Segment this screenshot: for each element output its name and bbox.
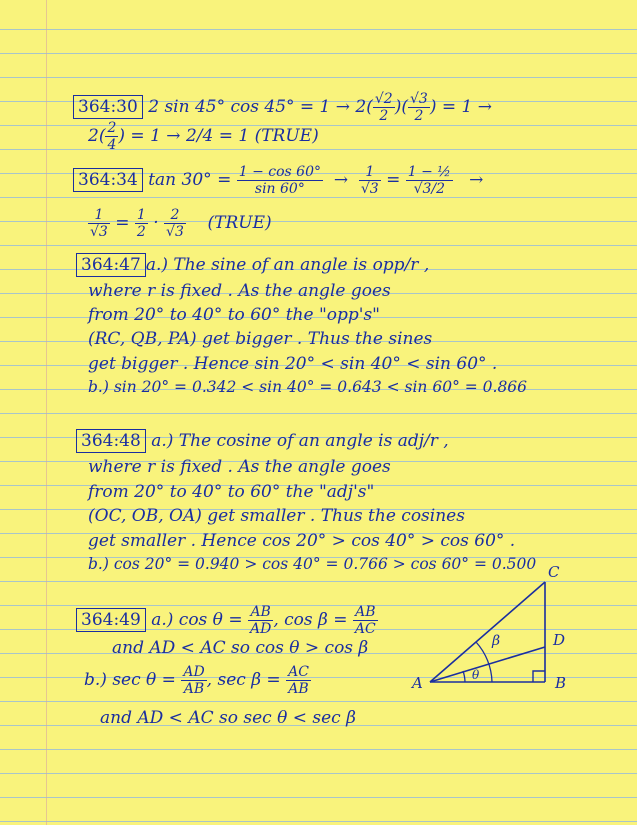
problem-364-47-line-1: 364:47 a.) The sine of an angle is opp/r , bbox=[76, 257, 429, 274]
label-theta: θ bbox=[472, 668, 480, 682]
side-AC bbox=[430, 582, 545, 682]
problem-label: 364:49 bbox=[76, 608, 146, 632]
problem-364-34-line-2: $\frac{1}{√3}$ = $\frac{1}{2}$ · $\frac{2}{√3}$ (TRUE) bbox=[90, 207, 272, 241]
fraction: $\frac{√2}{2}$ bbox=[374, 91, 393, 125]
problem-364-48-line-3: from 20° to 40° to 60° the "adj's" bbox=[88, 482, 375, 502]
problem-364-47-line-3: from 20° to 40° to 60° the "opp's" bbox=[88, 305, 381, 325]
side-AD bbox=[430, 647, 545, 682]
problem-364-47-line-5: get bigger . Hence sin 20° < sin 40° < sin 60° . bbox=[88, 354, 498, 374]
problem-364-49-line-4: and AD < AC so sec θ < sec β bbox=[100, 708, 356, 728]
label-C: C bbox=[548, 563, 560, 581]
problem-label: 364:47 bbox=[76, 253, 146, 277]
problem-label: 364:30 bbox=[73, 95, 143, 119]
problem-364-49-line-3: b.) sec θ = $\frac{AD}{AB}$ , sec β = $\frac{AC}{AB}$ bbox=[84, 664, 309, 698]
fraction: $\frac{\text{1 − ½}}{√3/2}$ bbox=[407, 164, 451, 198]
equation: = 1 → 2/4 = 1 (TRUE) bbox=[125, 126, 319, 147]
triangle-diagram bbox=[400, 560, 600, 700]
problem-364-48-line-1: 364:48 a.) The cosine of an angle is adj/r , bbox=[76, 433, 449, 450]
problem-364-30-line-2: 2( $\frac{2}{4}$ ) = 1 → 2/4 = 1 (TRUE) bbox=[88, 120, 319, 154]
fraction: $\frac{1}{2}$ bbox=[136, 207, 146, 241]
label-A: A bbox=[412, 674, 423, 692]
problem-364-34-line-1: 364:34 tan 30° = $\frac{1 - \cos 60^\circ}{\sin 60^\circ}$ → $\frac{1}{√3}$ = $\frac{\text{1 − ½}}{√3/2}$ → bbox=[73, 164, 483, 197]
problem-364-49-line-2: and AD < AC so cos θ > cos β bbox=[112, 638, 369, 658]
equation-end: = 1 → bbox=[436, 97, 492, 118]
problem-364-47-line-6: b.) sin 20° = 0.342 < sin 40° = 0.643 < sin 60° = 0.866 bbox=[88, 378, 528, 396]
fraction: $\frac{1}{√3}$ bbox=[360, 164, 379, 198]
margin-line bbox=[46, 0, 47, 825]
fraction: $\frac{AB}{AD}$ bbox=[249, 604, 272, 638]
problem-label: 364:34 bbox=[73, 168, 143, 192]
label-D: D bbox=[553, 631, 566, 649]
problem-364-48-line-2: where r is fixed . As the angle goes bbox=[88, 457, 391, 477]
fraction: $\frac{2}{√3}$ bbox=[166, 207, 184, 241]
fraction: $\frac{2}{4}$ bbox=[107, 120, 117, 154]
problem-364-48-line-6: b.) cos 20° = 0.940 > cos 40° = 0.766 > cos 60° = 0.500 bbox=[88, 555, 537, 573]
label-beta: β bbox=[492, 633, 501, 649]
fraction: $\frac{1}{√3}$ bbox=[90, 207, 108, 241]
paren: ( bbox=[366, 97, 373, 118]
fraction: $\frac{1 - \cos 60^\circ}{\sin 60^\circ}$ bbox=[238, 164, 321, 198]
problem-364-30-line-1: 364:30 2 sin 45° cos 45° = 1 → 2( $\frac{√2}{2}$ )( $\frac{√3}{2}$ ) = 1 → bbox=[73, 91, 492, 124]
fraction: $\frac{√3}{2}$ bbox=[409, 91, 428, 125]
equation: 2 sin 45° cos 45° = 1 → 2 bbox=[148, 97, 367, 118]
problem-label: 364:48 bbox=[76, 429, 146, 453]
right-angle-marker bbox=[533, 671, 545, 682]
fraction: $\frac{AD}{AB}$ bbox=[183, 664, 205, 698]
problem-364-48-line-5: get smaller . Hence cos 20° > cos 40° > cos 60° . bbox=[88, 531, 516, 551]
problem-364-48-line-4: (OC, OB, OA) get smaller . Thus the cosines bbox=[88, 506, 465, 526]
problem-364-49-line-1: 364:49 a.) cos θ = $\frac{AB}{AD}$ , cos β = $\frac{AB}{AC}$ bbox=[76, 604, 378, 637]
fraction: $\frac{AC}{AB}$ bbox=[288, 664, 309, 698]
theta-arc bbox=[463, 671, 465, 682]
label-B: B bbox=[555, 674, 567, 692]
problem-364-47-line-2: where r is fixed . As the angle goes bbox=[88, 281, 391, 301]
fraction: $\frac{AB}{AC}$ bbox=[354, 604, 376, 638]
problem-364-47-line-4: (RC, QB, PA) get bigger . Thus the sines bbox=[88, 329, 433, 349]
